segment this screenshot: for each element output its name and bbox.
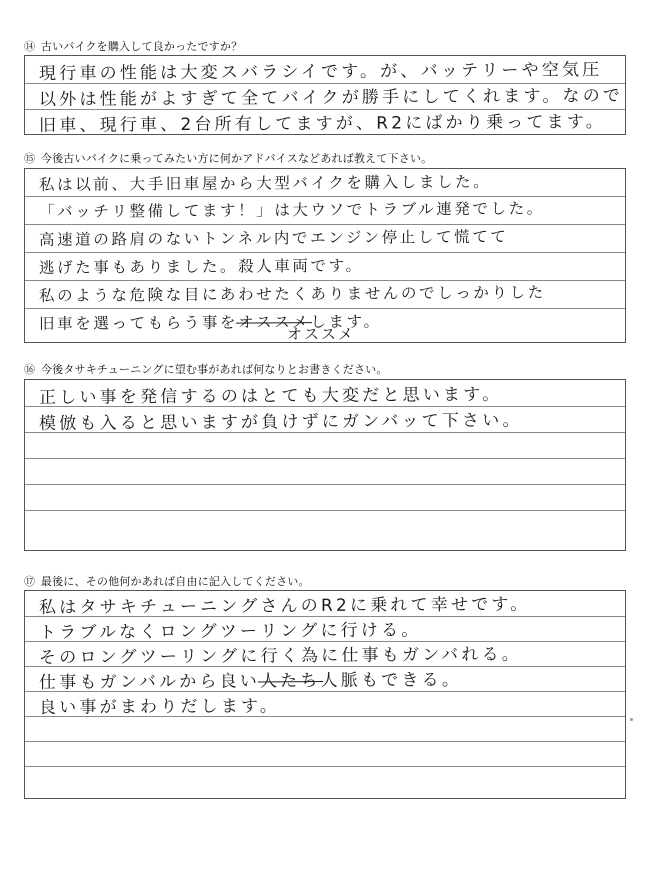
question-15-label	[24, 150, 432, 166]
answer-line-start: 仕事もガンバルから良い	[38, 671, 261, 693]
question-14-label	[24, 38, 242, 54]
struck-word: 人たち	[259, 671, 321, 692]
answer-box-14	[24, 55, 626, 135]
answer-box-15	[24, 168, 626, 343]
answer-line-4	[39, 665, 462, 693]
answer-line: 旧車、現行車、2台所有してますが、R2にばかり乗ってます。	[38, 112, 606, 136]
question-number: ⑰	[24, 575, 36, 588]
question-number: ⑮	[24, 152, 36, 165]
answer-line: 正しい事を発信するのはとても大変だと思います。	[38, 384, 503, 408]
question-text: 最後に、その他何かあれば自由に記入してください。	[40, 575, 310, 588]
answer-box-16	[24, 379, 626, 551]
answer-line: 私のような危険な目にあわせたくありませんのでしっかりした	[38, 283, 546, 305]
answer-line: 私はタサキチューニングさんのR2に乗れて幸せです。	[38, 594, 531, 618]
answer-line-end: 人脈もできる。	[320, 670, 463, 692]
scan-speck	[630, 718, 633, 721]
answer-line: 模倣も入ると思いますが負けずにガンバッて下さい。	[38, 410, 523, 434]
question-number: ⑯	[24, 363, 36, 376]
question-text: 古いバイクを購入して良かったですか？	[40, 40, 243, 53]
answer-line: トラブルなくロングツーリングに行ける。	[38, 620, 422, 643]
question-text: 今後タサキチューニングに望む事があれば何なりとお書きください。	[40, 363, 388, 376]
answer-line: 逃げた事もありました。殺人車両です。	[38, 256, 364, 277]
answer-line-end: します。	[310, 312, 382, 332]
answer-line: 「バッチリ整備してます！」は大ウソでトラブル連発でした。	[38, 199, 545, 221]
question-16-label	[24, 361, 388, 377]
answer-line-start: 旧車を選ってもらう事を	[38, 313, 239, 333]
answer-line: 私は以前、大手旧車屋から大型バイクを購入しました。	[38, 172, 492, 194]
question-number: ⑭	[24, 40, 36, 53]
answer-line: そのロングツーリングに行く為に仕事もガンバれる。	[38, 644, 523, 668]
question-text: 今後古いバイクに乗ってみたい方に何かアドバイスなどあれば教えて下さい。	[40, 152, 433, 165]
answer-line: 高速道の路肩のないトンネル内でエンジン停止して慌てて	[38, 227, 509, 249]
handwritten-correction: オススメ	[287, 325, 355, 343]
struck-word: オススメ	[238, 313, 311, 332]
answer-line: 良い事がまわりだします。	[38, 696, 281, 718]
answer-box-17	[24, 590, 626, 799]
answer-line: 現行車の性能は大変スバラシイです。が、バッテリーや空気圧	[38, 60, 603, 84]
question-17-label	[24, 573, 310, 589]
answer-line: 以外は性能がよすぎて全てバイクが勝手にしてくれます。なので	[38, 85, 624, 110]
